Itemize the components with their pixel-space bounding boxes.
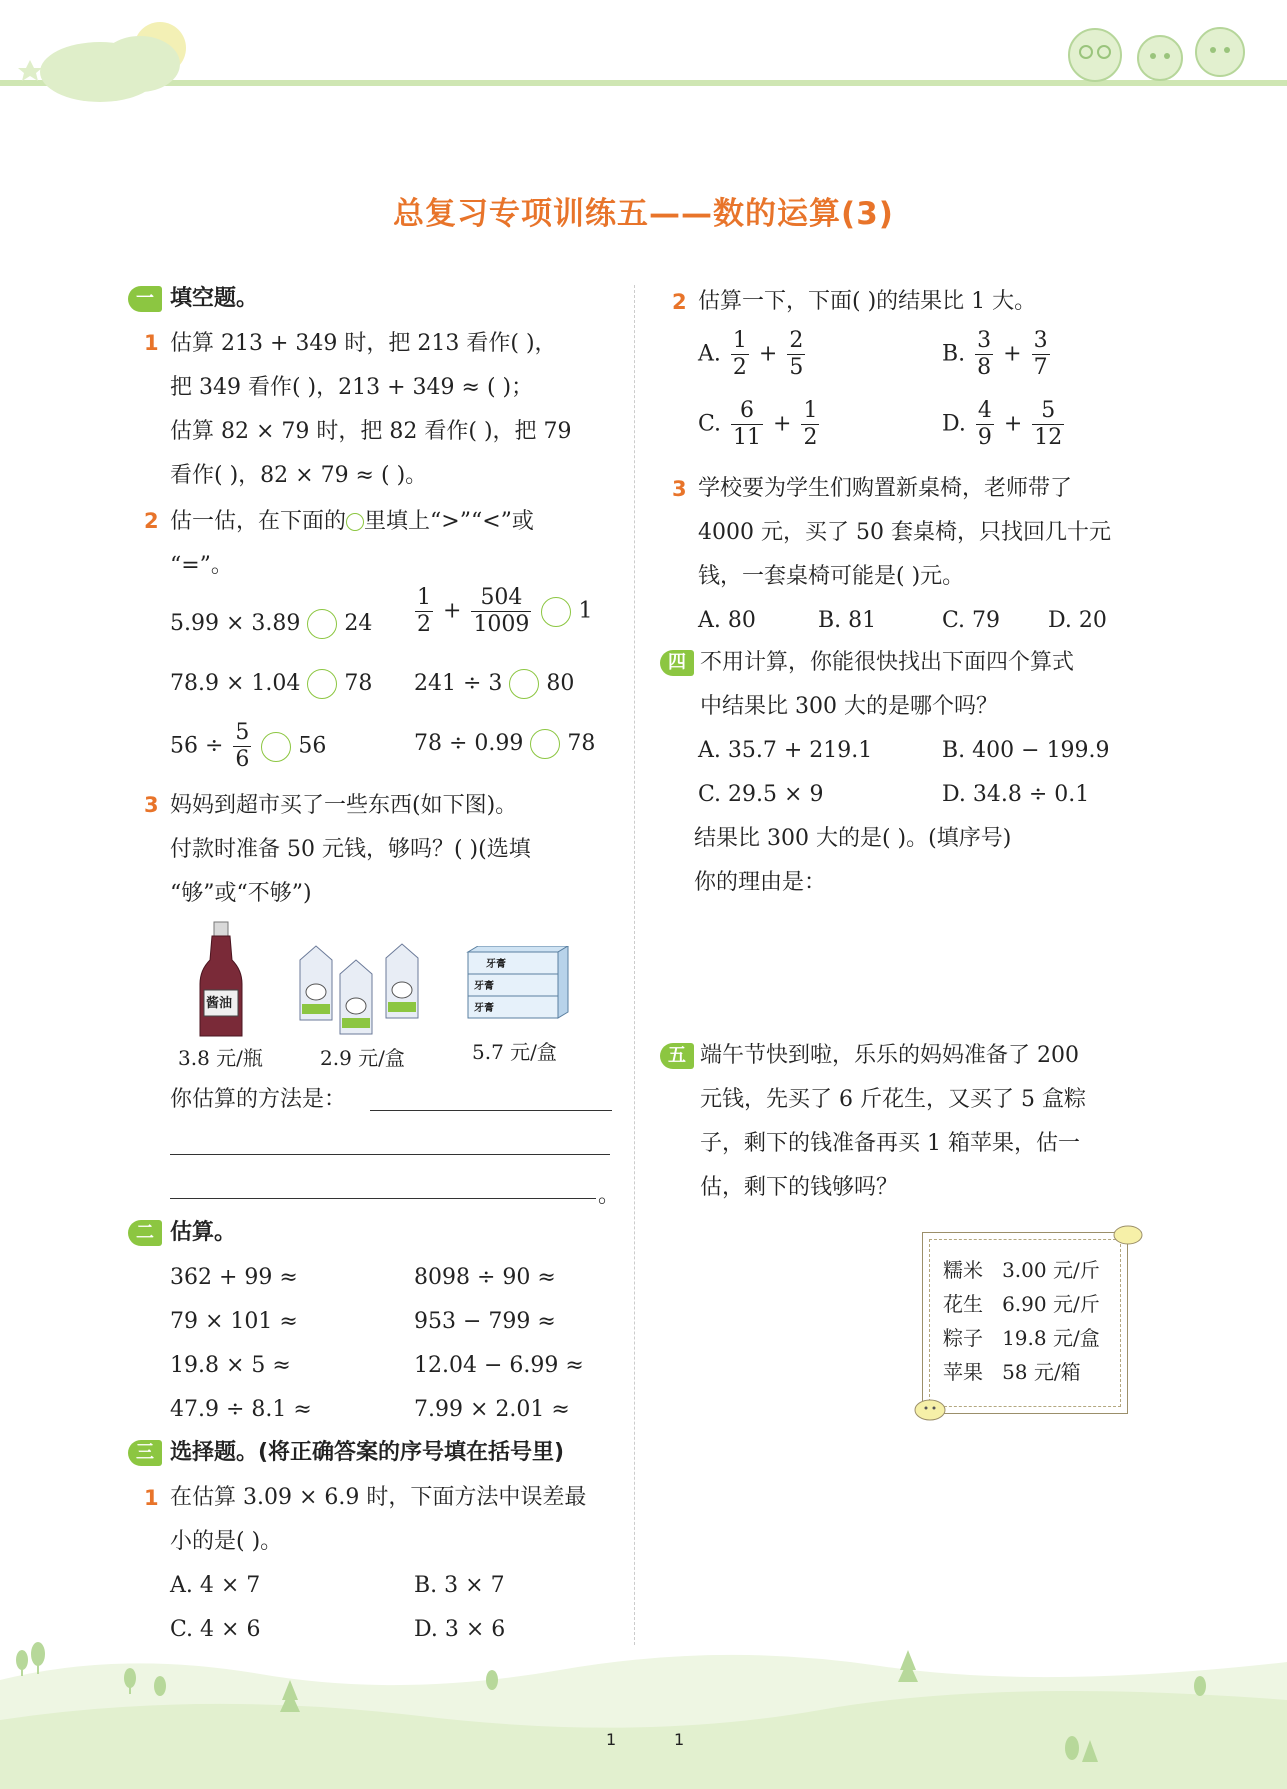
- price-list-box: [922, 1232, 1128, 1414]
- compare-item: [170, 720, 326, 773]
- section-badge-1: 一: [128, 286, 162, 312]
- compare-item: [412, 585, 592, 638]
- option-d[interactable]: [942, 398, 1067, 451]
- price-item: 花生: [943, 1292, 983, 1316]
- question-text: 学校要为学生们购置新桌椅，老师带了: [698, 476, 1073, 501]
- question-text: 在估算 3.09 × 6.9 时，下面方法中误差最: [170, 1485, 587, 1510]
- expr: 1: [578, 598, 593, 624]
- numerator: 4: [977, 398, 992, 423]
- question-text: 钱，一套桌椅可能是( )元。: [698, 564, 965, 589]
- option-letter: D.: [942, 411, 966, 437]
- numerator: 1: [803, 398, 818, 423]
- estimate-item: 953 − 799 ≈: [414, 1309, 556, 1334]
- estimate-item: 47.9 ÷ 8.1 ≈: [170, 1397, 312, 1422]
- fraction: [471, 585, 531, 638]
- column-divider: [634, 285, 635, 1645]
- question-text: 估，剩下的钱够吗？: [700, 1175, 899, 1200]
- price-row: [943, 1355, 1081, 1389]
- operator: +: [1003, 411, 1023, 437]
- estimate-item: 12.04 − 6.99 ≈: [414, 1353, 584, 1378]
- footer-hills-decoration: [0, 1640, 1287, 1789]
- numerator: 6: [731, 398, 763, 425]
- fraction: [1032, 328, 1050, 381]
- method-prompt: 你估算的方法是：: [170, 1087, 347, 1112]
- question-text: 看作( )，82 × 79 ≈ ( )。: [170, 463, 428, 488]
- page-title: 总复习专项训练五——数的运算(3): [393, 196, 894, 232]
- question-text: 不用计算，你能很快找出下面四个算式: [700, 650, 1075, 675]
- denominator: 7: [1033, 355, 1048, 380]
- fraction: [975, 328, 993, 381]
- question-text: 把 349 看作( )，213 + 349 ≈ ( )；: [170, 375, 534, 400]
- header-decoration: [0, 0, 1287, 120]
- denominator: 11: [733, 425, 762, 450]
- denominator: 5: [789, 355, 804, 380]
- expr: 24: [344, 611, 373, 636]
- page-number-right: 1: [674, 1730, 685, 1749]
- price-item: 苹果: [943, 1360, 983, 1384]
- answer-line[interactable]: [370, 1110, 612, 1111]
- answer-circle[interactable]: [530, 729, 560, 759]
- expr: 241 ÷ 3: [414, 671, 503, 696]
- section-badge-4: 四: [660, 650, 694, 676]
- estimate-item: 7.99 × 2.01 ≈: [414, 1397, 570, 1422]
- question-text: 端午节快到啦，乐乐的妈妈准备了 200: [700, 1043, 1079, 1068]
- question-number: 3: [144, 793, 159, 817]
- question-number: 3: [672, 477, 687, 501]
- price-row: [943, 1321, 1100, 1355]
- toothpaste-label: 牙膏: [474, 981, 494, 992]
- question-text: 中结果比 300 大的是哪个吗？: [700, 694, 998, 719]
- denominator: 1009: [473, 612, 530, 637]
- question-number: 1: [144, 1486, 159, 1510]
- question-text: “=”。: [170, 553, 233, 578]
- section-badge-5: 五: [660, 1043, 694, 1069]
- question-text: 元钱，先买了 6 斤花生，又买了 5 盒粽: [700, 1087, 1086, 1112]
- question-text: 估算 82 × 79 时，把 82 看作( )，把 79: [170, 419, 572, 444]
- price-label: 2.9 元/盒: [320, 1046, 405, 1070]
- milk-cartons-icon: [296, 940, 436, 1040]
- price-value: 58 元/箱: [1002, 1360, 1081, 1384]
- question-text: 小的是( )。: [170, 1529, 283, 1554]
- numerator: 5: [235, 720, 250, 745]
- option-c[interactable]: C. 29.5 × 9: [698, 782, 824, 807]
- denominator: 2: [417, 612, 431, 637]
- price-item: 糯米: [943, 1258, 983, 1282]
- operator: +: [758, 341, 778, 367]
- animal-faces-icon: [1069, 28, 1244, 81]
- fraction: [731, 328, 749, 381]
- price-label: 3.8 元/瓶: [178, 1046, 263, 1070]
- fraction: [731, 398, 763, 451]
- option-d[interactable]: D. 20: [1048, 608, 1107, 633]
- operator: +: [773, 411, 792, 437]
- price-row: [943, 1287, 1100, 1321]
- section-badge-3: 三: [128, 1440, 162, 1466]
- fraction: [233, 720, 251, 773]
- answer-line[interactable]: [170, 1154, 610, 1155]
- option-letter: B.: [942, 341, 966, 367]
- section-badge-2: 二: [128, 1220, 162, 1246]
- numerator: 1: [732, 328, 747, 353]
- question-number: 2: [672, 290, 687, 314]
- answer-circle[interactable]: [261, 732, 291, 762]
- chick-corner-icon: [912, 1394, 948, 1422]
- numerator: 504: [471, 585, 531, 612]
- question-text: “够”或“不够”): [170, 881, 312, 906]
- question-text: [170, 500, 534, 544]
- price-row: [943, 1253, 1100, 1287]
- option-letter: A.: [698, 341, 721, 367]
- expr: 56 ÷: [170, 733, 224, 759]
- answer-circle[interactable]: [307, 669, 337, 699]
- option-c[interactable]: [698, 398, 822, 451]
- question-text: 妈妈到超市买了一些东西(如下图)。: [170, 793, 518, 818]
- question-number: 2: [144, 509, 159, 533]
- sun-cloud-icon: [18, 22, 186, 102]
- question-text: 付款时准备 50 元钱，够吗？( )(选填: [170, 837, 531, 862]
- option-b[interactable]: [942, 328, 1053, 381]
- option-d[interactable]: D. 34.8 ÷ 0.1: [942, 782, 1090, 807]
- expr: 78: [567, 731, 596, 756]
- numerator: 3: [977, 328, 992, 353]
- option-d[interactable]: D. 3 × 6: [414, 1617, 506, 1642]
- question-text: 估算 213 + 349 时，把 213 看作( )，: [170, 331, 557, 356]
- compare-item: [170, 662, 372, 706]
- price-label: 5.7 元/盒: [472, 1040, 557, 1064]
- expr: 78.9 × 1.04: [170, 671, 301, 696]
- expr: 78: [344, 671, 373, 696]
- option-a[interactable]: [698, 328, 808, 381]
- estimate-item: 19.8 × 5 ≈: [170, 1353, 291, 1378]
- soy-sauce-bottle-icon: [196, 920, 246, 1042]
- section-title-2: 估算。: [170, 1220, 237, 1245]
- denominator: 12: [1034, 425, 1063, 450]
- denominator: 2: [803, 425, 818, 450]
- soy-label: 酱油: [206, 996, 233, 1011]
- expr: 78 ÷ 0.99: [414, 731, 524, 756]
- fraction: [787, 328, 805, 381]
- numerator: 1: [417, 585, 431, 610]
- question-text-part: 估一估，在下面的: [170, 509, 347, 534]
- fraction: [1032, 398, 1064, 451]
- operator: +: [1003, 341, 1022, 367]
- page-number-left: 1: [606, 1730, 617, 1749]
- question-text-part: 里填上“>”“<”或: [364, 509, 534, 534]
- denominator: 8: [977, 355, 992, 380]
- answer-prompt: 结果比 300 大的是( )。(填序号): [694, 826, 1012, 851]
- compare-item: [170, 602, 372, 646]
- expr: 80: [546, 671, 575, 696]
- price-value: 6.90 元/斤: [1002, 1292, 1100, 1316]
- option-b[interactable]: B. 81: [818, 608, 877, 633]
- price-value: 3.00 元/斤: [1002, 1258, 1100, 1282]
- price-value: 19.8 元/盒: [1002, 1326, 1100, 1350]
- option-letter: C.: [698, 411, 722, 437]
- cloud-corner-icon: [1112, 1222, 1144, 1246]
- option-a[interactable]: A. 4 × 7: [170, 1573, 261, 1598]
- toothpaste-label: 牙膏: [474, 1003, 494, 1014]
- expr: 5.99 × 3.89: [170, 611, 301, 636]
- denominator: 6: [235, 747, 250, 772]
- compare-item: [414, 722, 595, 766]
- price-item: 粽子: [943, 1326, 983, 1350]
- denominator: 9: [977, 425, 992, 450]
- denominator: 2: [732, 355, 747, 380]
- question-text: 子，剩下的钱准备再买 1 箱苹果，估一: [700, 1131, 1080, 1156]
- fraction: [976, 398, 994, 451]
- fraction: [415, 585, 433, 638]
- section-title-1: 填空题。: [170, 286, 259, 311]
- toothpaste-label: 牙膏: [486, 959, 506, 970]
- numerator: 5: [1032, 398, 1064, 425]
- option-b[interactable]: B. 3 × 7: [414, 1573, 505, 1598]
- answer-circle[interactable]: [509, 669, 539, 699]
- option-c[interactable]: C. 79: [942, 608, 1001, 633]
- answer-circle[interactable]: [307, 609, 337, 639]
- answer-circle[interactable]: [541, 597, 571, 627]
- numerator: 2: [789, 328, 804, 353]
- numerator: 3: [1033, 328, 1048, 353]
- estimate-item: 79 × 101 ≈: [170, 1309, 298, 1334]
- answer-line[interactable]: [170, 1198, 596, 1199]
- question-number: 1: [144, 331, 159, 355]
- estimate-item: 8098 ÷ 90 ≈: [414, 1265, 556, 1290]
- option-a[interactable]: A. 35.7 + 219.1: [698, 738, 873, 763]
- question-text: 估算一下，下面( )的结果比 1 大。: [698, 289, 1037, 314]
- operator: +: [443, 598, 462, 624]
- option-c[interactable]: C. 4 × 6: [170, 1617, 261, 1642]
- compare-circle-icon: [346, 513, 364, 531]
- section-title-3: 选择题。(将正确答案的序号填在括号里): [170, 1440, 565, 1465]
- option-a[interactable]: A. 80: [698, 608, 756, 633]
- compare-item: [414, 662, 574, 706]
- estimate-item: 362 + 99 ≈: [170, 1265, 298, 1290]
- question-text: 4000 元，买了 50 套桌椅，只找回几十元: [698, 520, 1111, 545]
- fraction: [801, 398, 819, 451]
- reason-prompt: 你的理由是：: [694, 870, 827, 895]
- expr: 56: [298, 733, 327, 759]
- option-b[interactable]: B. 400 − 199.9: [942, 738, 1110, 763]
- period-mark: 。: [598, 1183, 621, 1208]
